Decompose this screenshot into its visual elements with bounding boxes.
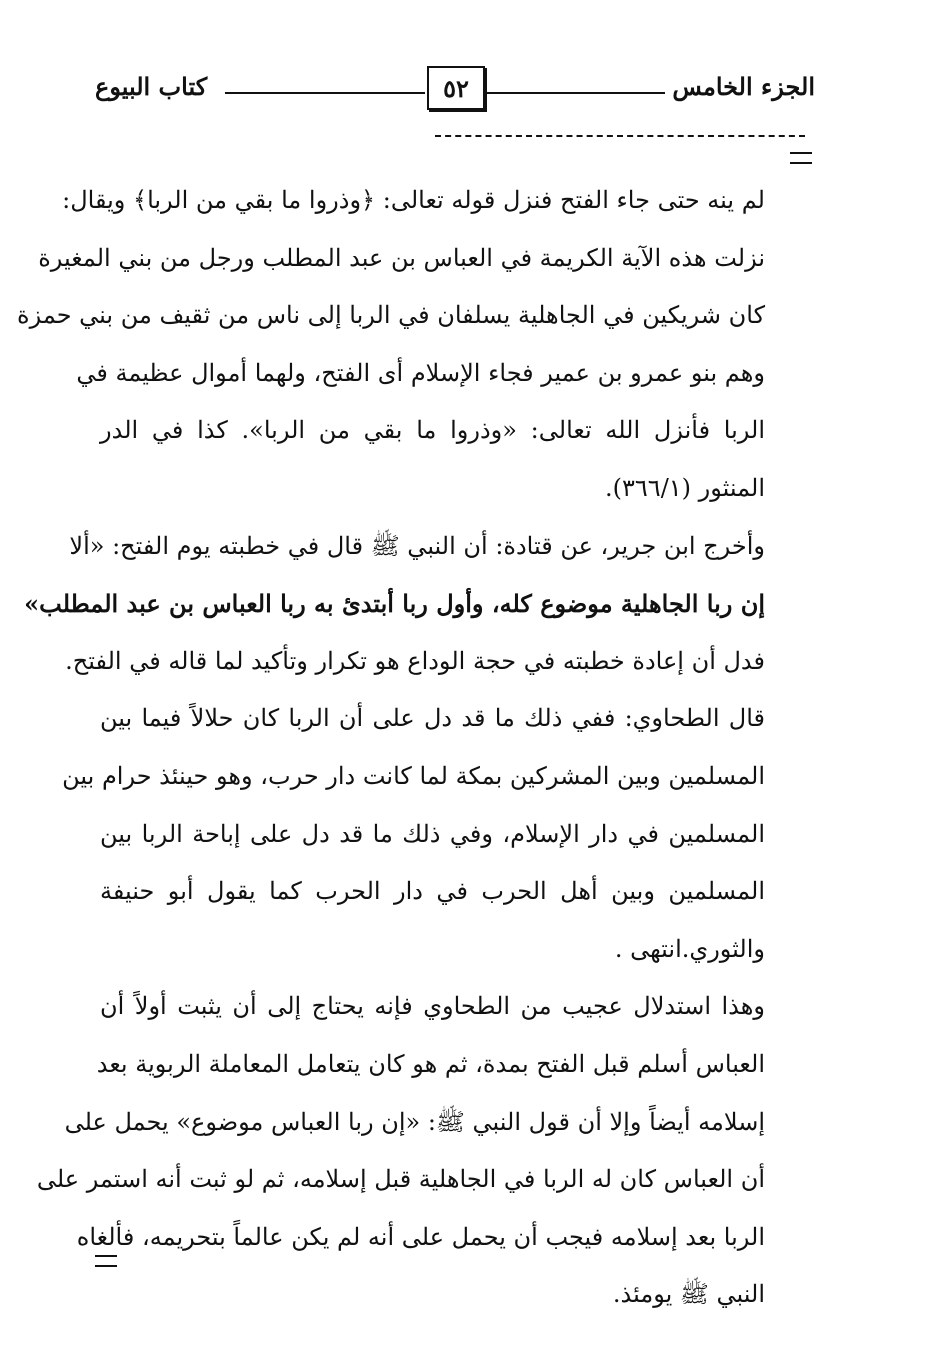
text-line: المنثور (٣٦٦/١). xyxy=(605,473,765,502)
text-line: إن ربا الجاهلية موضوع كله، وأول ربا أبتدئ به ربا العباس بن عبد المطلب» xyxy=(24,589,765,619)
text-line: المسلمين وبين المشركين بمكة لما كانت دار حرب، وهو حينئذ حرام بين xyxy=(62,761,765,790)
top-double-rule xyxy=(790,152,812,164)
part-title: الجزء الخامس xyxy=(672,72,815,101)
text-line: نزلت هذه الآية الكريمة في العباس بن عبد المطلب ورجل من بني المغيرة xyxy=(38,243,765,272)
bottom-double-rule xyxy=(95,1255,117,1267)
page-number-box xyxy=(427,66,485,110)
text-line: الربا فأنزل الله تعالى: «وذروا ما بقي من الربا». كذا في الدر xyxy=(100,416,765,445)
text-line: الربا بعد إسلامه فيجب أن يحمل على أنه لم يكن عالماً بتحريمه، فألغاه xyxy=(76,1222,765,1251)
text-line: إسلامه أيضاً وإلا أن قول النبي ﷺ: «إن ربا العباس موضوع» يحمل على xyxy=(64,1107,765,1136)
text-line: العباس أسلم قبل الفتح بمدة، ثم هو كان يتعامل المعاملة الربوية بعد xyxy=(96,1049,765,1078)
text-line: المسلمين في دار الإسلام، وفي ذلك ما قد دل على إباحة الربا بين xyxy=(100,819,765,848)
text-line: وهذا استدلال عجيب من الطحاوي فإنه يحتاج إلى أن يثبت أولاً أن xyxy=(100,992,765,1021)
body-text xyxy=(17,172,765,1324)
header-rule-right xyxy=(483,92,665,94)
header-rule-left xyxy=(225,92,425,94)
header-dashed-rule xyxy=(435,135,805,137)
text-line: لم ينه حتى جاء الفتح فنزل قوله تعالى: ﴿وذروا ما بقي من الربا﴾ ويقال: xyxy=(62,186,765,214)
text-line: أن العباس كان له الربا في الجاهلية قبل إسلامه، ثم لو ثبت أنه استمر على xyxy=(36,1165,765,1194)
book-title: كتاب البيوع xyxy=(95,72,208,101)
page-header xyxy=(95,60,815,120)
text-line: النبي ﷺ يومئذ. xyxy=(612,1280,765,1309)
page-number: ٥٢ xyxy=(443,73,469,103)
text-line: كان شريكين في الجاهلية يسلفان في الربا إلى ناس من ثقيف من بني حمزة xyxy=(17,301,765,330)
text-line: فدل أن إعادة خطبته في حجة الوداع هو تكرار وتأكيد لما قاله في الفتح. xyxy=(65,646,765,675)
text-line: المسلمين وبين أهل الحرب في دار الحرب كما يقول أبو حنيفة xyxy=(100,877,765,906)
text-line: وهم بنو عمرو بن عمير فجاء الإسلام أى الفتح، ولهما أموال عظيمة في xyxy=(76,358,765,387)
text-line: والثوري.انتهى . xyxy=(614,934,765,963)
text-line: وأخرج ابن جرير، عن قتادة: أن النبي ﷺ قال في خطبته يوم الفتح: «ألا xyxy=(69,531,765,560)
text-line: قال الطحاوي: ففي ذلك ما قد دل على أن الربا كان حلالاً فيما بين xyxy=(100,704,765,733)
